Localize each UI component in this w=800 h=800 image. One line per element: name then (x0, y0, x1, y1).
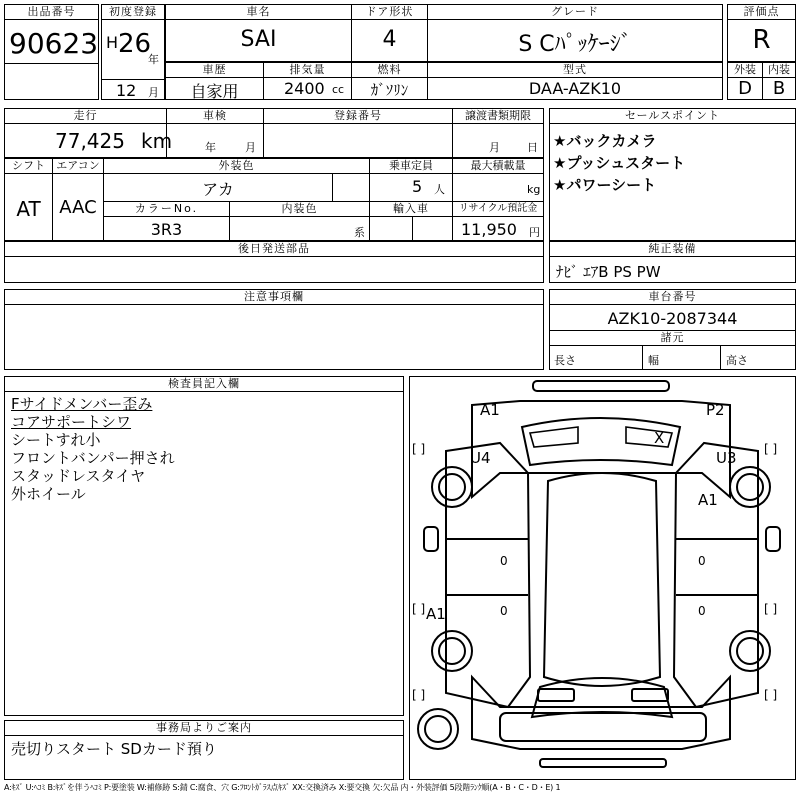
zero-mark-2: 0 (500, 604, 508, 618)
plate-label: 登録番号 (264, 109, 452, 124)
bracket-right-top: [ ] (764, 442, 778, 456)
inspector-label: 検査員記入欄 (5, 377, 403, 392)
inspection-box (166, 108, 264, 158)
recycle-unit: 円 (529, 226, 540, 239)
grade: S Cﾊﾟｯｹｰｼﾞ (518, 32, 632, 57)
era: H (106, 33, 119, 52)
grade-label: グレード (428, 5, 722, 20)
color: アカ (202, 180, 234, 199)
inspector-line-5: スタッドレスタイヤ (11, 467, 146, 485)
capacity: 5 (412, 177, 423, 196)
right-body (674, 443, 758, 707)
load-box (452, 158, 544, 202)
fuel-box (351, 62, 428, 100)
shift: AT (16, 197, 41, 221)
sales-point-1: ★バックカメラ (553, 132, 657, 150)
year-unit: 年 (148, 53, 159, 66)
office-text: 売切りスタート SDカード預り (11, 740, 217, 758)
height-label: 高さ (726, 354, 748, 367)
color-box (103, 158, 370, 202)
mark-a1-right: A1 (698, 491, 718, 509)
fuel-label: 燃料 (352, 63, 427, 78)
inspector-line-1: Fサイドメンバー歪み (11, 395, 153, 413)
bracket-left-bottom: [ ] (412, 688, 426, 702)
shift-label: シフト (5, 159, 52, 174)
mileage-label: 走行 (5, 109, 166, 124)
length-label: 長さ (554, 354, 576, 367)
mileage: 77,425 (55, 129, 125, 153)
width-label: 幅 (648, 354, 659, 367)
displacement-unit: cc (332, 83, 345, 96)
displacement: 2400 (284, 79, 325, 98)
int-color-box (229, 201, 370, 241)
load-unit: kg (527, 183, 541, 196)
sales-point-2: ★プッシュスタート (553, 154, 686, 172)
lot-label: 出品番号 (5, 5, 98, 20)
inspector-line-6: 外ホイール (11, 485, 86, 503)
chassis-box (549, 289, 796, 370)
lot-number: 90623 (9, 27, 99, 60)
first-reg-label: 初度登録 (102, 5, 164, 20)
notes-box (4, 289, 544, 370)
ac-label: エアコン (53, 159, 103, 174)
bracket-right-mid: [ ] (764, 602, 778, 616)
car-diagram-box (409, 376, 796, 780)
ext-grade: D (738, 78, 752, 99)
inspector-line-4: フロントバンパー押され (11, 449, 175, 467)
history-box (165, 62, 264, 100)
inspector-box (4, 376, 404, 716)
bracket-left-top: [ ] (412, 442, 426, 456)
rear-bumper-bar (540, 759, 666, 767)
transfer-label: 譲渡書類期限 (453, 109, 543, 124)
genuine-equipment: ﾅﾋﾞ ｴｱB PS PW (556, 263, 661, 281)
capacity-unit: 人 (434, 183, 445, 196)
plate-box (263, 108, 453, 158)
color-no: 3R3 (150, 220, 183, 239)
history-label: 車歴 (166, 63, 263, 78)
transfer-day-unit: 日 (527, 141, 538, 154)
ext-grade-box (727, 62, 763, 100)
sales-point-3: ★パワーシート (553, 176, 657, 194)
displacement-box (263, 62, 352, 100)
model: DAA-AZK10 (528, 79, 622, 98)
chassis-label: 車台番号 (550, 290, 795, 305)
color-no-label: カラーNo. (104, 202, 229, 217)
transfer-box (452, 108, 544, 158)
inspection-month-unit: 月 (245, 141, 256, 154)
load-label: 最大積載量 (453, 159, 543, 174)
genuine-label: 純正装備 (550, 242, 795, 257)
office-box (4, 720, 404, 780)
score-label: 評価点 (728, 5, 795, 20)
color-no-box (103, 201, 230, 241)
score: R (752, 25, 771, 55)
displacement-label: 排気量 (264, 63, 351, 78)
front-bumper-bar (533, 381, 669, 391)
int-grade: B (772, 78, 786, 99)
grade-box (427, 4, 723, 62)
notes-label: 注意事項欄 (5, 290, 543, 305)
mark-u3: U3 (716, 449, 737, 467)
model-box (427, 62, 723, 100)
inspection-year-unit: 年 (205, 141, 216, 154)
capacity-label: 乗車定員 (370, 159, 452, 174)
door-count: 4 (382, 27, 397, 52)
car-name: SAI (240, 27, 277, 52)
rear-window (532, 678, 672, 717)
capacity-box (369, 158, 453, 202)
recycle-label: リサイクル預託金 (453, 202, 543, 217)
model-label: 型式 (428, 63, 722, 78)
int-color-unit: 系 (354, 226, 365, 239)
mileage-box (4, 108, 173, 158)
car-name-label: 車名 (166, 5, 351, 20)
sales-points-box (549, 108, 796, 241)
bracket-right-bottom: [ ] (764, 688, 778, 702)
roof (544, 473, 660, 686)
transfer-month-unit: 月 (489, 141, 500, 154)
shift-box (4, 158, 53, 241)
later-parts-box (4, 241, 544, 283)
mark-x: X (654, 429, 665, 447)
recycle: 11,950 (461, 220, 517, 239)
zero-mark-3: 0 (698, 554, 706, 568)
sales-points-label: セールスポイント (550, 109, 795, 124)
office-label: 事務局よりご案内 (5, 721, 403, 736)
import-box (369, 201, 453, 241)
mark-a1-left: A1 (426, 605, 446, 623)
int-color-label: 内装色 (230, 202, 369, 217)
rear-bumper (500, 713, 706, 741)
ac-box (52, 158, 104, 241)
car-diagram (410, 377, 795, 779)
genuine-box (549, 241, 796, 283)
fuel: ｶﾞｿﾘﾝ (370, 81, 409, 99)
inspector-line-3: シートすれ小 (11, 431, 101, 449)
reg-year: 26 (118, 29, 152, 59)
zero-mark-4: 0 (698, 604, 706, 618)
score-box (727, 4, 796, 62)
history: 自家用 (190, 82, 239, 101)
first-reg-box (101, 4, 165, 100)
bracket-left-mid: [ ] (412, 602, 426, 616)
month-unit: 月 (148, 86, 159, 99)
mark-u4: U4 (470, 449, 491, 467)
lot-box (4, 4, 99, 100)
recycle-box (452, 201, 544, 241)
import-label: 輸入車 (370, 202, 452, 217)
mileage-unit: km (141, 129, 173, 153)
ac: AAC (59, 197, 97, 218)
color-label: 外装色 (104, 159, 369, 174)
inspector-line-2: コアサポートシワ (11, 413, 132, 431)
ext-grade-label: 外装 (728, 63, 762, 78)
zero-mark-1: 0 (500, 554, 508, 568)
front-panel (472, 401, 730, 497)
legend: A:ｷｽﾞ U:ﾍｺﾐ B:ｷｽﾞを伴うﾍｺﾐ P:要塗装 W:補修跡 S:錆 C:腐食、穴 G:ﾌﾛﾝﾄｶﾞﾗｽ点ｷｽﾞ XX:交換済み X:要交換 欠:欠品 内・外装評価 5段階ﾗﾝｸ順(A・B・C・D・E) 1 (4, 783, 561, 792)
later-parts-label: 後日発送部品 (5, 242, 543, 257)
door-label: ドア形状 (352, 5, 427, 20)
door-box (351, 4, 428, 62)
reg-month: 12 (116, 81, 137, 100)
inspection-label: 車検 (167, 109, 263, 124)
car-name-box (165, 4, 352, 62)
mark-a1-front: A1 (480, 401, 500, 419)
chassis-number: AZK10-2087344 (607, 309, 738, 328)
spec-label: 諸元 (550, 330, 795, 346)
int-grade-label: 内装 (763, 63, 795, 78)
int-grade-box (762, 62, 796, 100)
mark-p2: P2 (706, 401, 725, 419)
